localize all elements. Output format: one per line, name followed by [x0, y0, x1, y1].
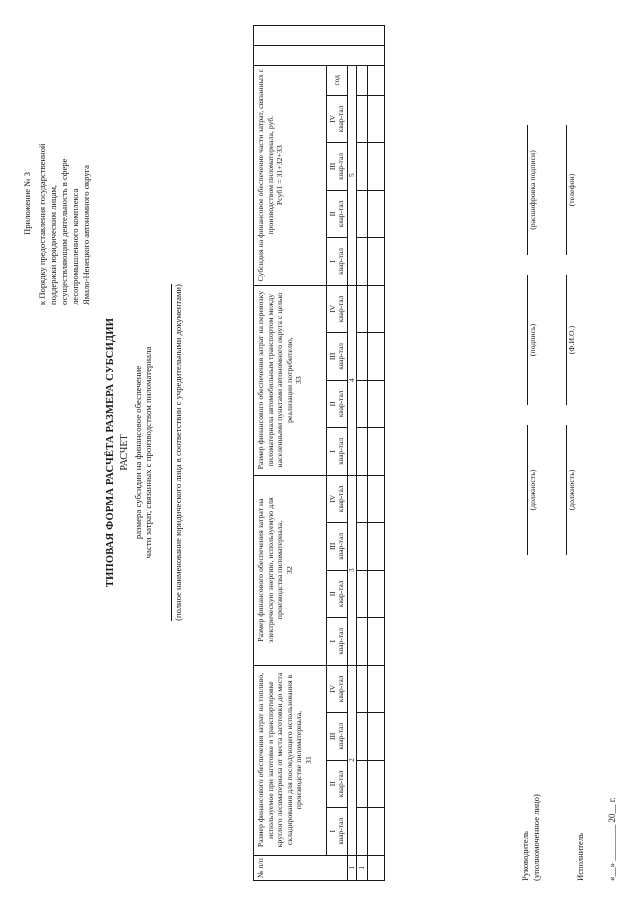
- fuel-cost-symbol: З1: [303, 756, 313, 764]
- head-position-field[interactable]: [527, 425, 537, 555]
- table-cell[interactable]: [368, 65, 385, 95]
- table-cell[interactable]: [368, 285, 385, 332]
- quarter-numeral: II: [327, 211, 337, 217]
- head-signature-label: [520, 781, 542, 881]
- year-header: год: [327, 65, 348, 95]
- quarter-numeral: IV: [327, 115, 337, 123]
- executor-name-caption: (Ф.И.О.): [567, 325, 576, 355]
- quarter-word: квар-тал: [336, 343, 345, 370]
- quarter-word: квар-тал: [336, 390, 345, 418]
- extra-column-cell: [254, 26, 385, 46]
- executor-phone-caption: (телефон): [567, 173, 576, 207]
- organization-name-line: [173, 0, 183, 905]
- table-cell[interactable]: [357, 523, 368, 570]
- executor-position-field[interactable]: [566, 425, 576, 555]
- calculation-table: [253, 25, 385, 881]
- quarter-header: [327, 570, 348, 617]
- table-cell[interactable]: [357, 428, 368, 475]
- table-cell[interactable]: [368, 190, 385, 237]
- calculation-heading: [120, 0, 154, 905]
- head-position-caption: (должность): [528, 469, 537, 511]
- date-line[interactable]: «__» ________ 20__ г.: [607, 797, 617, 881]
- quarter-header: [327, 475, 348, 522]
- head-signature-field[interactable]: [527, 275, 537, 405]
- transport-cost-symbol: З3: [294, 376, 303, 385]
- quarter-word: квар-тал: [336, 153, 345, 180]
- column-number: 5: [348, 65, 357, 285]
- quarter-header: [327, 808, 348, 855]
- fuel-cost-header: [254, 665, 327, 855]
- executor-phone-field[interactable]: [566, 125, 576, 255]
- table-cell[interactable]: [357, 760, 368, 807]
- quarter-word: квар-тал: [336, 295, 345, 323]
- quarter-header: [327, 618, 348, 665]
- table-cell[interactable]: [368, 143, 385, 190]
- calculation-line-2: части затрат, связанных с производством пиломатериала: [143, 346, 153, 559]
- quarter-numeral: II: [327, 591, 337, 597]
- head-decoding-caption: (расшифровка подписи): [528, 150, 537, 230]
- quarter-word: квар-тал: [336, 485, 345, 513]
- quarter-header: [327, 380, 348, 427]
- executor-label: Исполнитель: [575, 832, 585, 881]
- transport-cost-header: [254, 285, 327, 475]
- quarter-header: [327, 333, 348, 380]
- table-cell[interactable]: [357, 238, 368, 285]
- table-cell[interactable]: [368, 380, 385, 427]
- table-cell[interactable]: [357, 618, 368, 665]
- quarter-word: квар-тал: [336, 437, 345, 465]
- table-cell[interactable]: [368, 475, 385, 522]
- table-cell[interactable]: [357, 713, 368, 760]
- row-number: 1: [357, 855, 368, 880]
- extra-column-cell: [254, 45, 385, 65]
- column-number: 3: [348, 475, 357, 665]
- head-signature-caption: (подпись): [528, 323, 537, 357]
- table-cell[interactable]: [368, 855, 385, 880]
- quarter-word: квар-тал: [336, 722, 345, 750]
- quarter-numeral: IV: [327, 684, 337, 693]
- table-cell[interactable]: [368, 95, 385, 142]
- quarter-header: [327, 760, 348, 807]
- appendix-line: поддержки юридическим лицам,: [48, 184, 58, 305]
- column-number: 2: [348, 665, 357, 855]
- quarter-header: [327, 665, 348, 713]
- table-cell[interactable]: [357, 808, 368, 855]
- quarter-word: квар-тал: [336, 675, 345, 703]
- table-cell[interactable]: [357, 143, 368, 190]
- column-number: 1: [348, 855, 357, 880]
- table-cell[interactable]: [357, 380, 368, 427]
- table-cell[interactable]: [368, 760, 385, 807]
- appendix-line: лесопромышленного комплекса: [70, 188, 80, 305]
- quarter-header: [327, 523, 348, 570]
- table-cell[interactable]: [357, 95, 368, 142]
- quarter-header: [327, 190, 348, 237]
- quarter-word: квар-тал: [336, 817, 345, 845]
- electricity-cost-title: Размер финансового обеспечения затрат на электрическую энергию, используемую для производства пиломатериала,: [256, 497, 284, 643]
- quarter-word: квар-тал: [336, 200, 345, 228]
- column-number-header: № п/п: [254, 855, 348, 880]
- appendix-number: Приложение № 3: [22, 172, 32, 235]
- appendix-line: Ямало-Ненецкого автономного округа: [81, 165, 91, 305]
- table-cell[interactable]: [357, 665, 368, 713]
- table-cell[interactable]: [357, 285, 368, 332]
- appendix-block: [22, 35, 92, 305]
- quarter-header: [327, 95, 348, 142]
- calculation-line-1: размера субсидии на финансовое обеспечение: [132, 365, 143, 540]
- quarter-numeral: IV: [327, 494, 337, 503]
- table-cell[interactable]: [368, 333, 385, 380]
- quarter-numeral: III: [327, 352, 337, 361]
- subsidy-formula: Рсуб1 = З1+З2+З3: [275, 145, 284, 206]
- quarter-numeral: I: [327, 260, 337, 263]
- head-title: Руководитель: [520, 831, 530, 881]
- quarter-word: квар-тал: [336, 105, 345, 133]
- quarter-numeral: II: [327, 781, 337, 787]
- electricity-cost-symbol: З2: [284, 566, 294, 574]
- table-cell[interactable]: [357, 333, 368, 380]
- quarter-header: [327, 143, 348, 190]
- quarter-numeral: III: [327, 732, 337, 740]
- quarter-word: квар-тал: [336, 580, 345, 608]
- appendix-line: к Порядку предоставления государственной: [37, 143, 47, 305]
- quarter-numeral: I: [327, 830, 337, 833]
- subsidy-title: Субсидия на финансовое обеспечение части затрат, связанных с производством пиломатериала, руб.: [256, 68, 275, 282]
- quarter-numeral: I: [327, 450, 337, 453]
- table-cell[interactable]: [357, 570, 368, 617]
- head-subtitle: (уполномоченное лицо): [531, 794, 541, 881]
- quarter-header: [327, 238, 348, 285]
- table-cell[interactable]: [357, 475, 368, 522]
- table-cell[interactable]: [368, 713, 385, 760]
- table-cell[interactable]: [357, 65, 368, 95]
- quarter-header: [327, 428, 348, 475]
- quarter-numeral: I: [327, 640, 337, 643]
- fuel-cost-title: Размер финансового обеспечения затрат на топливо, используемое при заготовке и транспортировке круглого лесоматериала от места заготовки до места складирования для последующего использования в производстве пиломатериала,: [256, 672, 303, 848]
- table-cell[interactable]: [368, 238, 385, 285]
- table-cell[interactable]: [368, 618, 385, 665]
- table-cell[interactable]: [368, 428, 385, 475]
- executor-name-field[interactable]: [566, 275, 576, 405]
- quarter-numeral: III: [327, 542, 337, 551]
- table-cell[interactable]: [368, 523, 385, 570]
- quarter-word: квар-тал: [336, 770, 345, 798]
- organization-caption: (полное наименование юридического лица в соответствии с учредительными документами): [173, 284, 183, 621]
- subsidy-header: [254, 65, 327, 285]
- quarter-numeral: IV: [327, 305, 337, 313]
- form-title: ТИПОВАЯ ФОРМА РАСЧЁТА РАЗМЕРА СУБСИДИИ: [105, 317, 116, 588]
- appendix-line: осуществляющим деятельность в сфере: [59, 158, 69, 305]
- quarter-word: квар-тал: [336, 248, 345, 275]
- transport-cost-title: Размер финансового обеспечения затрат на перевозку пиломатериала автомобильным транспортом между населенными пунктами автономного округа с целью реализации потребителю,: [256, 290, 294, 470]
- electricity-cost-header: [254, 475, 327, 665]
- executor-position-caption: (должность): [567, 469, 576, 511]
- calculation-word: РАСЧЕТ: [119, 434, 130, 471]
- quarter-numeral: II: [327, 401, 337, 407]
- quarter-word: квар-тал: [336, 627, 345, 655]
- quarter-numeral: III: [327, 162, 337, 171]
- table-cell[interactable]: [368, 665, 385, 713]
- table-cell[interactable]: [357, 190, 368, 237]
- table-cell[interactable]: [368, 808, 385, 855]
- quarter-header: [327, 285, 348, 332]
- head-decoding-field[interactable]: [527, 125, 537, 255]
- column-number: 4: [348, 285, 357, 475]
- table-cell[interactable]: [368, 570, 385, 617]
- quarter-word: квар-тал: [336, 532, 345, 560]
- quarter-header: [327, 713, 348, 760]
